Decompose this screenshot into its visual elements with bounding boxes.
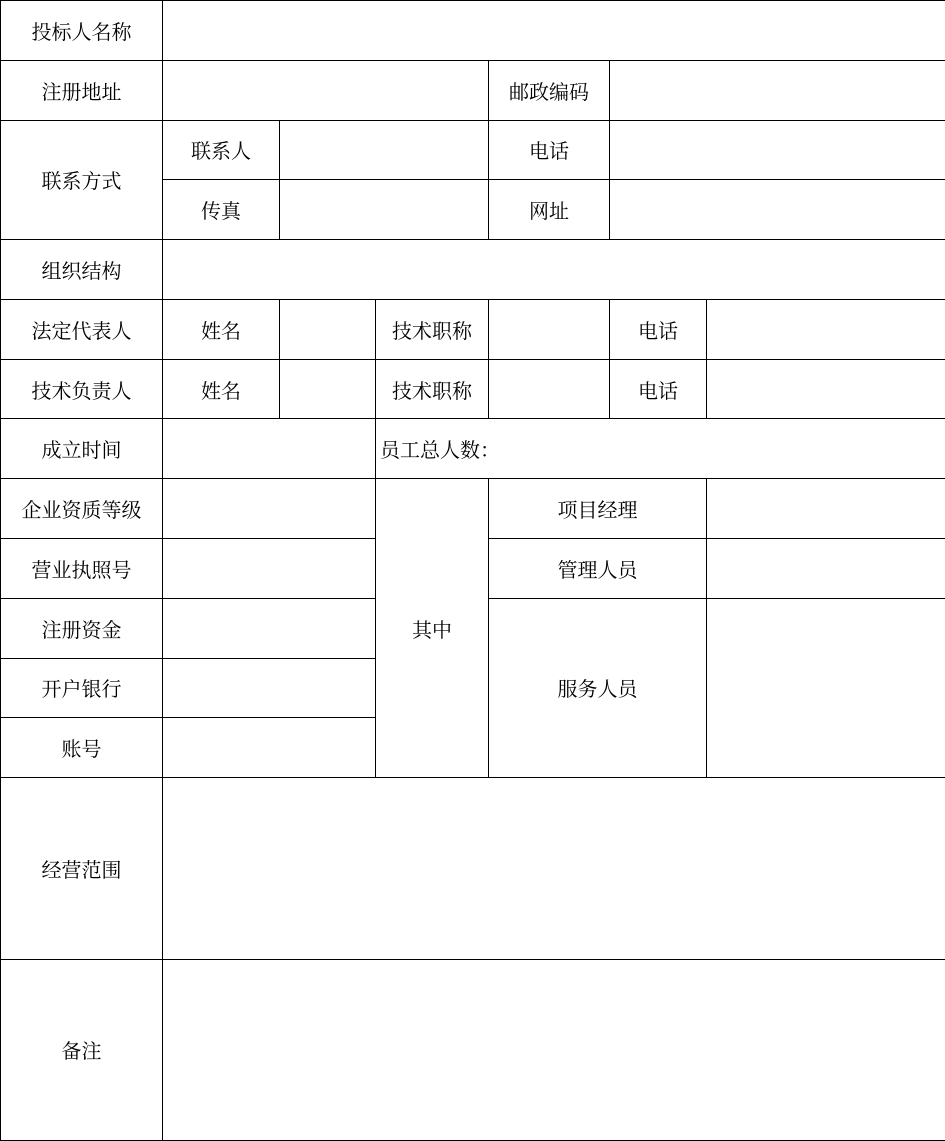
label-of-which: 其中 [376, 479, 489, 778]
row-established [1, 419, 945, 479]
label-contact-person: 联系人 [163, 120, 280, 180]
field-legal-rep-name[interactable] [280, 299, 376, 359]
field-postal-code[interactable] [610, 60, 945, 120]
field-tech-lead-title[interactable] [489, 359, 610, 419]
field-business-scope[interactable] [163, 778, 945, 959]
row-contact-1 [1, 120, 945, 180]
label-contact-method: 联系方式 [1, 120, 163, 240]
label-legal-rep: 法定代表人 [1, 299, 163, 359]
label-tech-lead: 技术负责人 [1, 359, 163, 419]
label-legal-rep-phone: 电话 [610, 299, 707, 359]
field-contact-phone[interactable] [610, 120, 945, 180]
label-remarks: 备注 [1, 959, 163, 1140]
label-legal-rep-title: 技术职称 [376, 299, 489, 359]
label-project-manager: 项目经理 [489, 479, 707, 539]
label-established: 成立时间 [1, 419, 163, 479]
row-bidder-name [1, 1, 945, 61]
label-tech-lead-title: 技术职称 [376, 359, 489, 419]
label-license-no: 营业执照号 [1, 539, 163, 599]
row-org-structure [1, 240, 945, 300]
label-tech-lead-phone: 电话 [610, 359, 707, 419]
field-bidder-name[interactable] [163, 1, 945, 61]
row-reg-address [1, 60, 945, 120]
field-service-staff[interactable] [707, 598, 945, 777]
label-service-staff: 服务人员 [489, 598, 707, 777]
row-tech-lead [1, 359, 945, 419]
field-established[interactable] [163, 419, 376, 479]
label-reg-address: 注册地址 [1, 60, 163, 120]
row-legal-rep [1, 299, 945, 359]
label-qualification: 企业资质等级 [1, 479, 163, 539]
label-contact-phone: 电话 [489, 120, 610, 180]
label-total-staff: 员工总人数： [376, 419, 945, 479]
label-legal-rep-name: 姓名 [163, 299, 280, 359]
field-management-staff[interactable] [707, 539, 945, 599]
field-tech-lead-name[interactable] [280, 359, 376, 419]
field-license-no[interactable] [163, 539, 376, 599]
label-fax: 传真 [163, 180, 280, 240]
field-contact-person[interactable] [280, 120, 489, 180]
field-account[interactable] [163, 718, 376, 778]
field-qualification[interactable] [163, 479, 376, 539]
label-tech-lead-name: 姓名 [163, 359, 280, 419]
field-tech-lead-phone[interactable] [707, 359, 945, 419]
label-org-structure: 组织结构 [1, 240, 163, 300]
field-fax[interactable] [280, 180, 489, 240]
field-reg-address[interactable] [163, 60, 489, 120]
field-org-structure[interactable] [163, 240, 945, 300]
field-legal-rep-title[interactable] [489, 299, 610, 359]
label-website: 网址 [489, 180, 610, 240]
label-postal-code: 邮政编码 [489, 60, 610, 120]
field-registered-capital[interactable] [163, 598, 376, 658]
label-bidder-name: 投标人名称 [1, 1, 163, 61]
field-remarks[interactable] [163, 959, 945, 1140]
row-remarks [1, 959, 945, 1140]
row-business-scope [1, 778, 945, 959]
label-business-scope: 经营范围 [1, 778, 163, 959]
field-website[interactable] [610, 180, 945, 240]
row-qualification [1, 479, 945, 539]
label-bank: 开户银行 [1, 658, 163, 718]
label-account: 账号 [1, 718, 163, 778]
field-bank[interactable] [163, 658, 376, 718]
label-management-staff: 管理人员 [489, 539, 707, 599]
field-legal-rep-phone[interactable] [707, 299, 945, 359]
field-project-manager[interactable] [707, 479, 945, 539]
label-registered-capital: 注册资金 [1, 598, 163, 658]
